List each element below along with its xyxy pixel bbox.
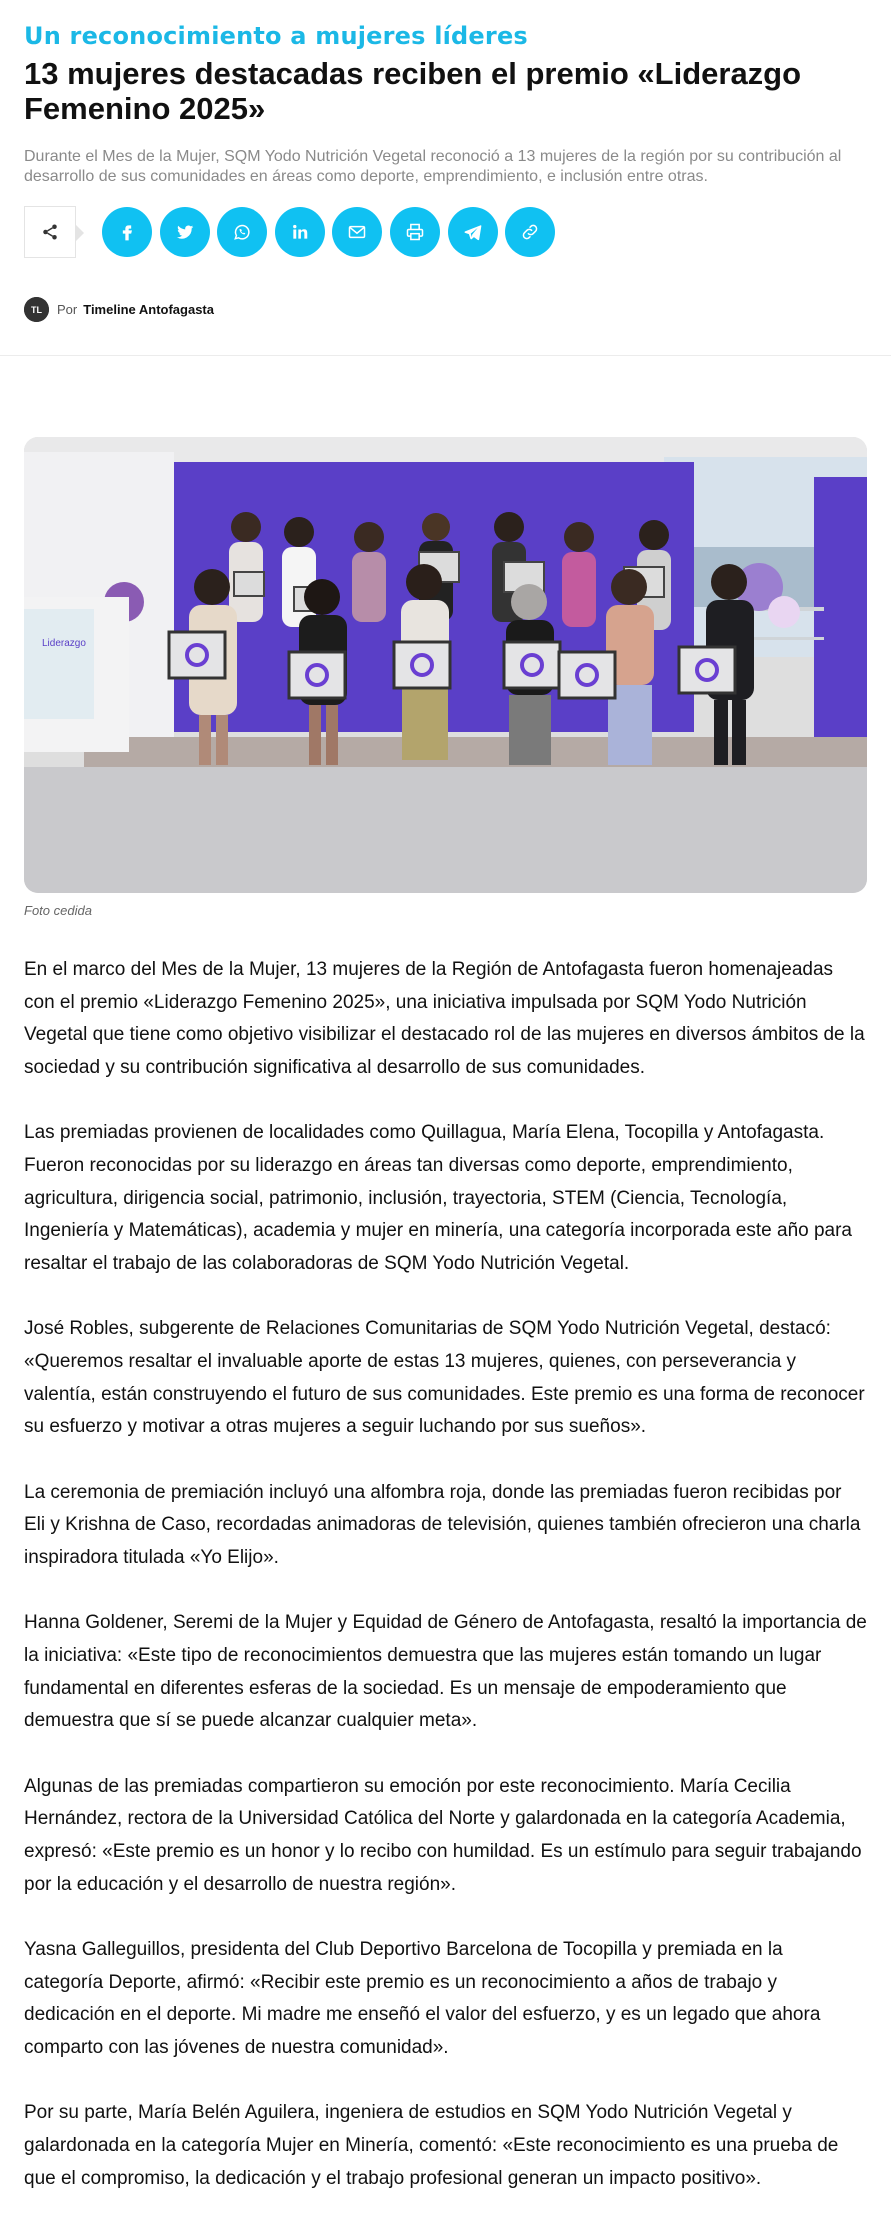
article-title: 13 mujeres destacadas reciben el premio «Liderazgo Femenino 2025»	[24, 56, 802, 126]
byline-prefix: Por	[57, 302, 78, 317]
share-copy-link-button[interactable]	[505, 207, 555, 257]
article-photo[interactable]	[24, 437, 867, 893]
share-bar	[24, 206, 563, 258]
article-paragraph: Hanna Goldener, Seremi de la Mujer y Equidad de Género de Antofagasta, resaltó la importancia de la iniciativa: «Este tipo de reconocimientos demuestra que las mujeres están tomando un lugar fundamental en diferentes esferas de la sociedad. Es un mensaje de empoderamiento que demuestra que sí se puede alcanzar cualquier meta».	[24, 1612, 867, 1732]
article-paragraph: Las premiadas provienen de localidades como Quillagua, María Elena, Tocopilla y Antofagasta. Fueron reconocidas por su liderazgo en áreas tan diversas como deporte, emprendimiento, agricultura, dirigencia social, patrimonio, inclusión, trayectoria, STEM (Ciencia, Tecnología, Ingeniería y Matemáticas), academia y mujer en minería, una categoría incorporada este año para resaltar el trabajo de las colaboradoras de SQM Yodo Nutrición Vegetal.	[24, 1122, 853, 1275]
article-kicker: Un reconocimiento a mujeres líderes	[24, 22, 528, 50]
share-email-button[interactable]	[332, 207, 382, 257]
author-link[interactable]: Timeline Antofagasta	[83, 302, 214, 317]
mail-icon	[347, 222, 367, 242]
share-facebook-button[interactable]	[102, 207, 152, 257]
byline	[24, 297, 214, 322]
article-header	[0, 0, 891, 187]
award-ceremony-photo	[24, 437, 867, 893]
facebook-icon	[117, 222, 137, 242]
link-icon	[520, 222, 540, 242]
share-toggle-button[interactable]	[24, 206, 76, 258]
twitter-icon	[175, 222, 195, 242]
article-body	[24, 954, 867, 2228]
avatar[interactable]	[24, 297, 49, 322]
podium-banner-text: Liderazgo	[42, 638, 86, 649]
share-twitter-button[interactable]	[160, 207, 210, 257]
print-icon	[405, 222, 425, 242]
article-paragraph: José Robles, subgerente de Relaciones Comunitarias de SQM Yodo Nutrición Vegetal, destacó: «Queremos resaltar el invaluable aporte de estas 13 mujeres, quienes, con perseverancia y valentía, están construyendo el futuro de sus comunidades. Este premio es una forma de reconocer su esfuerzo y motivar a otras mujeres a seguir luchando por sus sueños».	[24, 1318, 865, 1438]
author-avatar-logo	[24, 297, 49, 322]
article-paragraph: Yasna Galleguillos, presidenta del Club Deportivo Barcelona de Tocopilla y premiada en la categoría Deporte, afirmó: «Recibir este premio es un reconocimiento a años de trabajo y dedicación en el deporte. Mi madre me enseñó el valor del esfuerzo, y es un legado que ahora comparto con las jóvenes de nuestra comunidad».	[24, 1938, 821, 2058]
svg-text:TL: TL	[31, 305, 42, 315]
share-print-button[interactable]	[390, 207, 440, 257]
article-paragraph: La ceremonia de premiación incluyó una alfombra roja, donde las premiadas fueron recibidas por Eli y Krishna de Caso, recordadas animadoras de televisión, quienes también ofrecieron una charla inspiradora titulada «Yo Elijo».	[24, 1481, 861, 1569]
article-paragraph: Por su parte, María Belén Aguilera, ingeniera de estudios en SQM Yodo Nutrición Vegetal y galardonada en la categoría Mujer en Minería, comentó: «Este reconocimiento es una prueba de que el compromiso, la dedicación y el trabajo profesional generan un impacto positivo».	[24, 2102, 839, 2189]
share-linkedin-button[interactable]	[275, 207, 325, 257]
whatsapp-icon	[232, 222, 252, 242]
article-paragraph: En el marco del Mes de la Mujer, 13 mujeres de la Región de Antofagasta fueron homenajeadas con el premio «Liderazgo Femenino 2025», una iniciativa impulsada por SQM Yodo Nutrición Vegetal que tiene como objetivo visibilizar el destacado rol de las mujeres en diversos ámbitos de la sociedad y su contribución significativa al desarrollo de sus comunidades.	[24, 959, 865, 1079]
photo-caption: Foto cedida	[24, 903, 92, 918]
share-icon	[41, 223, 59, 241]
article-paragraph: Algunas de las premiadas compartieron su emoción por este reconocimiento. María Cecilia Hernández, rectora de la Universidad Católica del Norte y galardonada en la categoría Academia, expresó: «Este premio es un honor y lo recibo con humildad. Es un estímulo para seguir trabajando por la educación y el desarrollo de nuestra región».	[24, 1775, 862, 1895]
telegram-icon	[463, 222, 483, 242]
linkedin-icon	[290, 222, 310, 242]
share-whatsapp-button[interactable]	[217, 207, 267, 257]
header-divider	[0, 355, 891, 356]
share-telegram-button[interactable]	[448, 207, 498, 257]
article-lead: Durante el Mes de la Mujer, SQM Yodo Nutrición Vegetal reconoció a 13 mujeres de la región por su contribución al desarrollo de sus comunidades en áreas como deporte, emprendimiento, e inclusión entre otras.	[24, 148, 842, 185]
